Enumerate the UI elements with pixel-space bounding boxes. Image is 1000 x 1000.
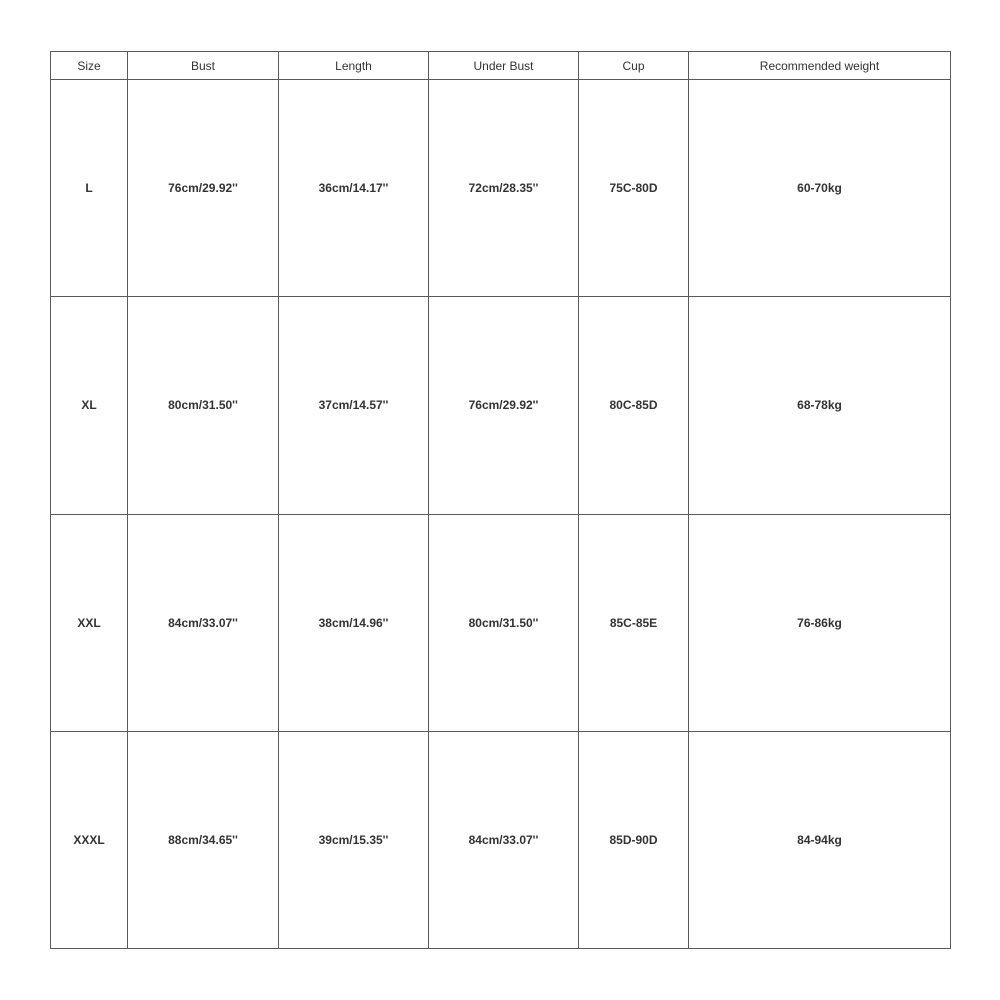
cell-size: XXXL <box>51 731 128 948</box>
header-bust: Bust <box>128 52 279 80</box>
cell-bust: 76cm/29.92'' <box>128 80 279 297</box>
cell-bust: 80cm/31.50'' <box>128 297 279 514</box>
header-cup: Cup <box>579 52 689 80</box>
cell-under-bust: 84cm/33.07'' <box>429 731 579 948</box>
table-row <box>51 80 951 297</box>
cell-length: 38cm/14.96'' <box>279 514 429 731</box>
cell-bust: 84cm/33.07'' <box>128 514 279 731</box>
cell-size: L <box>51 80 128 297</box>
header-under-bust: Under Bust <box>429 52 579 80</box>
table-row <box>51 297 951 514</box>
table-body <box>51 80 951 949</box>
cell-cup: 75C-80D <box>579 80 689 297</box>
cell-under-bust: 76cm/29.92'' <box>429 297 579 514</box>
cell-recommended-weight: 84-94kg <box>689 731 951 948</box>
table-header <box>51 52 951 80</box>
cell-bust: 88cm/34.65'' <box>128 731 279 948</box>
header-row <box>51 52 951 80</box>
header-recommended-weight: Recommended weight <box>689 52 951 80</box>
cell-size: XL <box>51 297 128 514</box>
table-row <box>51 514 951 731</box>
cell-length: 36cm/14.17'' <box>279 80 429 297</box>
cell-cup: 85C-85E <box>579 514 689 731</box>
table-row <box>51 731 951 948</box>
cell-under-bust: 72cm/28.35'' <box>429 80 579 297</box>
header-size: Size <box>51 52 128 80</box>
size-chart-table <box>50 51 951 949</box>
cell-cup: 80C-85D <box>579 297 689 514</box>
cell-length: 37cm/14.57'' <box>279 297 429 514</box>
cell-recommended-weight: 68-78kg <box>689 297 951 514</box>
cell-cup: 85D-90D <box>579 731 689 948</box>
cell-size: XXL <box>51 514 128 731</box>
cell-recommended-weight: 76-86kg <box>689 514 951 731</box>
cell-under-bust: 80cm/31.50'' <box>429 514 579 731</box>
cell-length: 39cm/15.35'' <box>279 731 429 948</box>
cell-recommended-weight: 60-70kg <box>689 80 951 297</box>
header-length: Length <box>279 52 429 80</box>
